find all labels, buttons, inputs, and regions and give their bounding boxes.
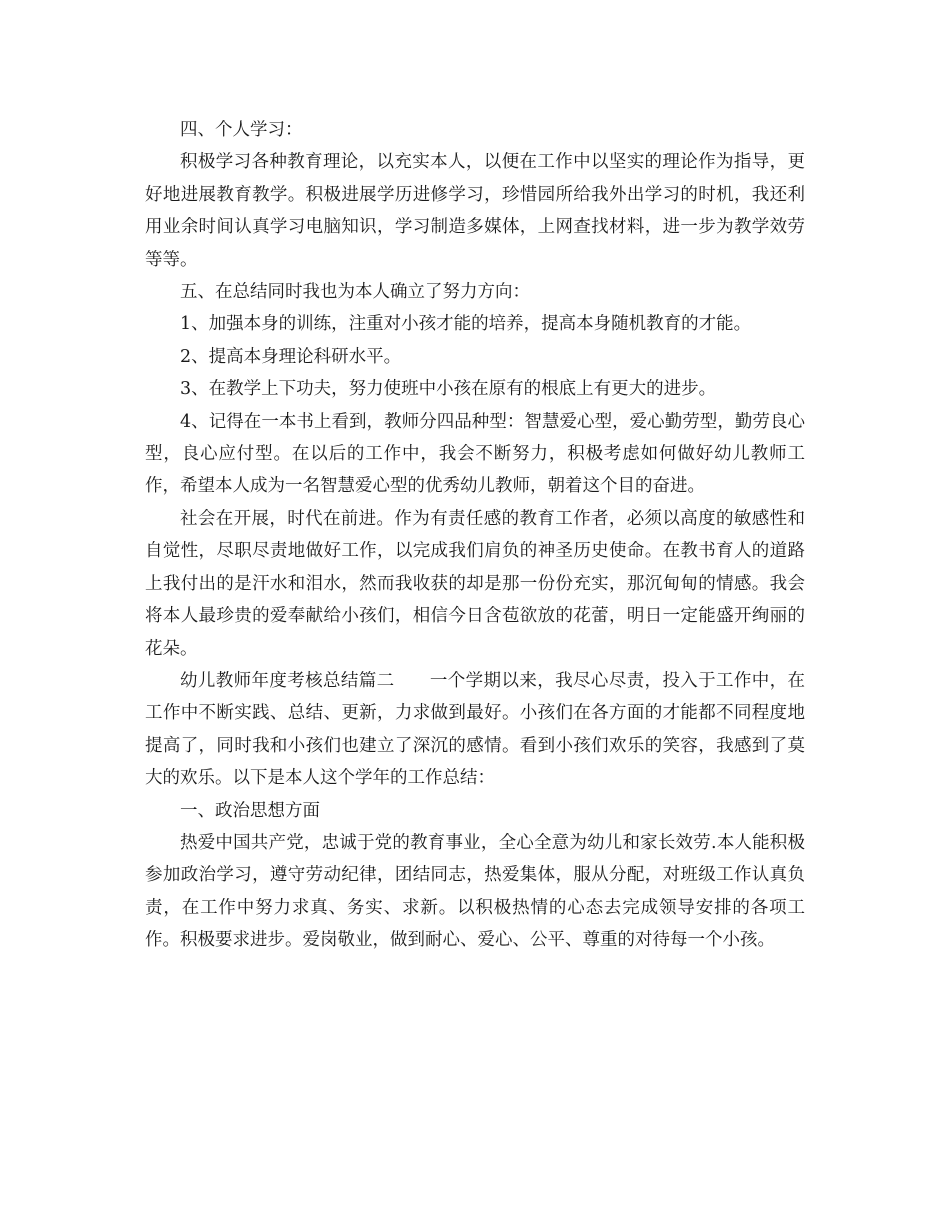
heading-personal-study: 四、个人学习： [180,120,303,140]
list-item-1: 1、加强本身的训练，注重对小孩才能的培养，提高本身随机教育的才能。 [180,314,752,335]
paragraph-society: 社会在开展，时代在前进。作为有责任感的教育工作者，必须以高度的敏感性和自觉性，尽职尽责地做好工作，以完成我们肩负的神圣历史使命。在教书育人的道路上我付出的是汗水和泪水，然而我收获的却是那一份份充实，那沉甸甸的情感。我会将本人最珍贵的爱奉献给小孩们，相信今日含苞欲放的花蕾，明日一定能盛开绚丽的花朵。 [145,508,805,659]
heading-political-thought: 一、政治思想方面 [180,800,320,821]
paragraph-personal-study: 积极学习各种教育理论，以充实本人，以便在工作中以坚实的理论作为指导，更好地进展教育教学。积极进展学历进修学习，珍惜园所给我外出学习的时机，我还利用业余时间认真学习电脑知识，学习制造多媒体，上网查找材料，进一步为教学效劳等等。 [145,152,805,270]
paragraph-section-two [145,665,805,795]
section-two-intro: 一个学期以来，我尽心尽责，投入于工作中，在工作中不断实践、总结、更新，力求做到最好。小孩们在各方面的才能都不同程度地提高了，同时我和小孩们也建立了深沉的感情。看到小孩们欢乐的笑容，我感到了莫大的欢乐。以下是本人这个学年的工作总结： [145,670,805,789]
list-item-3: 3、在教学上下功夫，努力使班中小孩在原有的根底上有更大的进步。 [180,379,717,400]
section-two-title: 幼儿教师年度考核总结篇二 [180,670,395,691]
paragraph-political-thought: 热爱中国共产党，忠诚于党的教育事业，全心全意为幼儿和家长效劳.本人能积极参加政治学习，遵守劳动纪律，团结同志，热爱集体，服从分配，对班级工作认真负责，在工作中努力求真、务实、求新。以积极热情的心态去完成领导安排的各项工作。积极要求进步。爱岗敬业，做到耐心、爱心、公平、尊重的对待每一个小孩。 [145,832,805,951]
document-page [145,114,805,957]
list-item-4: 4、记得在一本书上看到，教师分四品种型：智慧爱心型，爱心勤劳型，勤劳良心型，良心应付型。在以后的工作中，我会不断努力，积极考虑如何做好幼儿教师工作，希望本人成为一名智慧爱心型的优秀幼儿教师，朝着这个目的奋进。 [145,411,805,497]
heading-effort-direction: 五、在总结同时我也为本人确立了努力方向： [180,282,530,303]
list-item-2: 2、提高本身理论科研水平。 [180,346,402,367]
